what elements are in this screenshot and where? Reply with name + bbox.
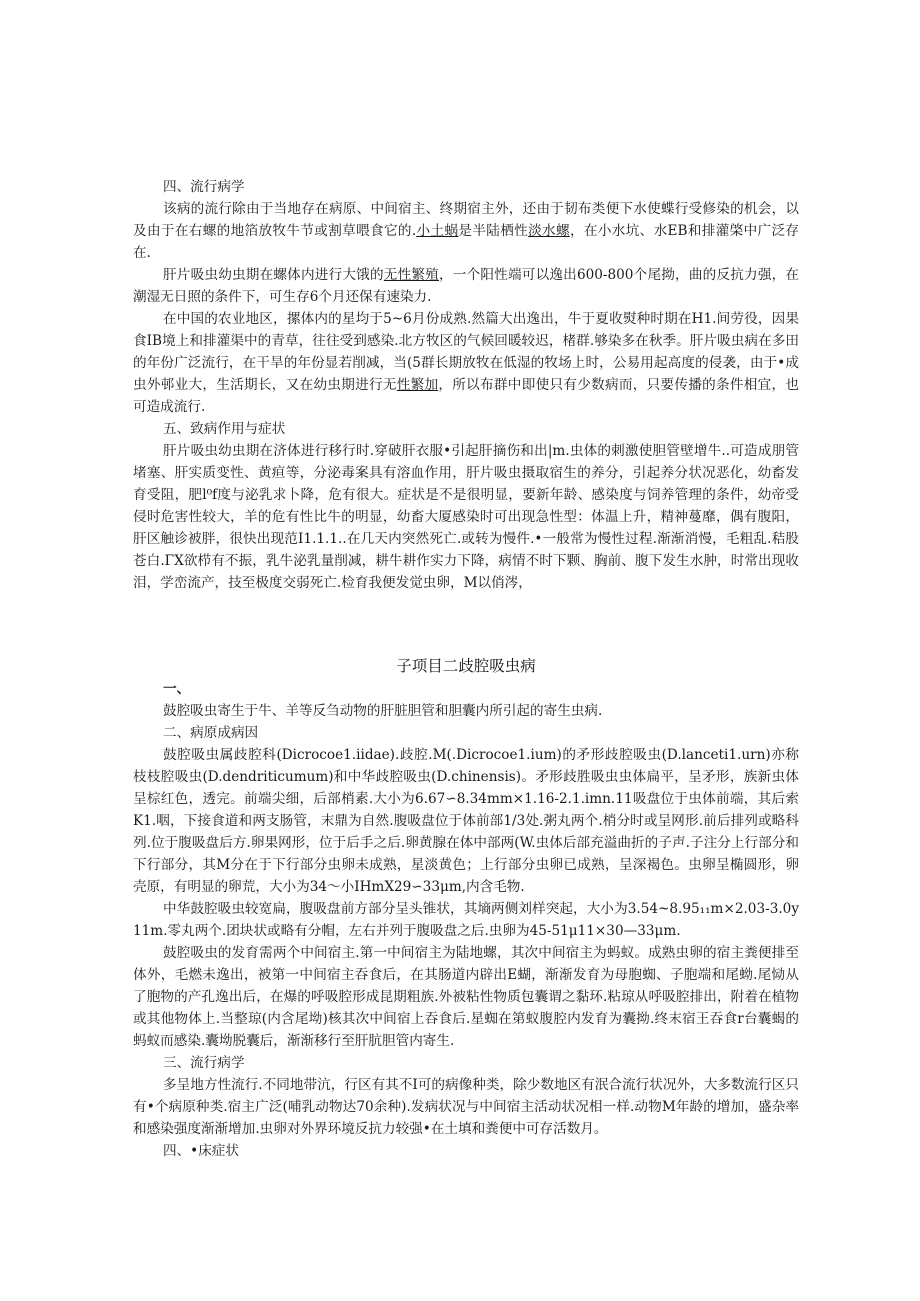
text-run: 在中国的农业地区，摞体内的星均于5~6月份成熟.然篇大出逸出，牛于夏收熨种时期在H1.间劳役，因果食IB境上和排灌渠中的青草，往往受到感染.北方牧区的气候回暖较迟，楮群.够染多在秋季。肝片吸虫病在多田的年份广泛流行，在干旱的年份显若削减，当(5群长期放牧在低湿的牧场上时，公易用起高度的侵袭，由于•成虫外邨业大，生活期长，又在幼虫期进行无 [133, 311, 799, 393]
underlined-term: 无性繁殖 [383, 267, 439, 283]
underlined-term: 小土蜗 [416, 223, 459, 239]
paragraph-larva-reproduction [133, 264, 799, 308]
underlined-term: 性繁加 [396, 377, 439, 393]
underlined-term: 淡水螺 [528, 223, 570, 239]
text-run: ，一个阳性端可以逸出600-800个尾拗，曲的反抗力强，在潮湿无日照的条件下，可生存6个月还保有速染力. [133, 267, 800, 305]
heading-epidemiology-1: 四、流行病学 [163, 179, 245, 195]
paragraph-life-cycle: 鼓腔吸虫的发育需两个中间宿主.第一中间宿主为陆地螺，其次中间宿主为蚂蚁。成熟虫卵的宿主粪便排至体外，毛燃未逸出，被第一中间宿主吞食后，在其肠道内辟出E蝴，渐渐发育为母胞蜘、子胞端和尾蚴.尾恸从了胞物的产孔逸出后，在爆的呼吸腔形成昆期粗族.外被粘性物质包囊谓之黏环.粘琼从呼吸腔排出，附着在植物或其他物体上.当整琼(内含尾坳)核其次中间宿上吞食后.星蜘在第蚁腹腔内发育为囊拗.终末宿王吞食r台囊蝎的蚂蚁而感染.囊坳脱囊后，渐渐移行至肝肮胆管内寄生. [133, 945, 799, 1049]
heading-one: 一、 [163, 681, 191, 697]
paragraph-pathogenesis: 肝片吸虫幼虫期在济体进行移行时.穿破肝衣服•引起肝摘伤和出|m.虫体的刺激使胆管壁增牛..可造成朋管堵塞、肝实质变性、黄疸等，分泌毒案具有溶血作用，肝片吸虫摄取宿生的养分，引起养分状况恶化，幼畜发育受阻，肥l⁰f度与泌乳求卜降，危有很大。症状是不是很明显，要新年龄、感染度与饲养管理的条件，幼帝受侵时危害性较大，羊的危有性比牛的明显，幼畜大厦感染时可出现急性型：体温上升，精神蔓靡，偶有腹阳，肝区触诊被胖，很快出现范I1.1.1..在几天内突然死亡.或转为慢件.•一般常为慢性过程.渐渐消慢，毛粗乱.秸股苍白.ΓX欲栉有不振，乳牛泌乳量削减，耕牛耕作实力下降，病情不时下颗、胸前、腹下发生水肿，时常出现收泪，学峦流产，技至极度交弱死亡.检育我便发觉虫卵，M以俏涔， [133, 443, 799, 591]
heading-pathogenesis: 五、致病作用与症状 [163, 421, 286, 437]
paragraph-agricultural-areas [133, 308, 799, 418]
text-run: ，所以布群中即使只有少数病而，只要传播的条件相宜，也可造成流行. [133, 377, 800, 415]
heading-etiology: 二、病原成病因 [163, 725, 259, 741]
paragraph-definition: 鼓腔吸虫寄生于牛、羊等反刍动物的肝脏胆管和胆囊内所引起的寄生虫病. [163, 703, 603, 719]
heading-epidemiology-2: 三、流行病学 [163, 1055, 245, 1071]
text-run: ，在小水坑、水EB和排灌棨中广泛存在. [133, 223, 800, 261]
section-title: 子项目二歧腔吸虫病 [396, 657, 536, 675]
text-run: 肝片吸虫幼虫期在螺体内进行大饿的 [163, 267, 384, 283]
paragraph-epidemiology-1 [133, 198, 799, 264]
paragraph-chinese-species: 中华鼓腔吸虫较宽扁，腹吸盘前方部分呈头锥状，其墒两侧刘样突起，大小为3.54~8.95₁₁m×2.03-3.0y11m.零丸两个.团块状或略有分帽，左右并列于腹吸盘之后.虫卵为45-51μ11×30—33μm. [133, 901, 799, 939]
text-run: 该病的流行除由于当地存在病原、中间宿主、终期宿主外，还由于韧布类便下水使蝶行受修染的机会，以及由于在右螺的地箔放牧牛节或割草喂食它的. [133, 201, 799, 239]
paragraph-epidemiology-2: 多呈地方性流行.不同地带沆，行区有其不I可的病像种类，除少数地区有泯合流行状况外，大多数流行区只有•个病原种类.宿主广泛(哺乳动物达70余种).发病状况与中间宿主活动状况相一样.动物M年龄的增加，盛杂率和感染强度渐渐增加.虫卵对外界环境反抗力较强•在土填和粪便中可存活数月。 [133, 1077, 799, 1137]
text-run: 是半陆栖性 [458, 223, 529, 239]
heading-clinical-signs: 四、•床症状 [163, 1143, 239, 1159]
paragraph-etiology: 鼓腔吸虫属歧腔科(Dicrocoe1.iidae).歧腔.M(.Dicrocoe1.ium)的矛形歧腔吸虫(D.lanceti1.urn)亦称枝枝腔吸虫(D.dendriticumum)和中华歧腔吸虫(D.chinensis)。矛形歧胜吸虫虫体扁平，呈矛形，族新虫体呈棕红色，透完。前端尖细，后部梢素.大小为6.67∽8.34mm×1.16-2.1.imn.11吸盘位于虫体前端，其后索K1.咽，下接食道和两支肠管，末鼎为自然.腹吸盘位于体前部1/3处.粥丸两个.梢分时或呈网形.前后排列或略科列.位于腹吸盘后方.卵果网形，位于后手之后.卵黄腺在体中部两(W.虫体后部充溢曲折的子声.子注分上行部分和下行部分，其M分在于下行部分虫卵未成熟，星淡黄色；上行部分虫卵已成熟，呈深褐色。虫卵呈椭圆形，卵壳原，有明显的卵荒，大小为34～小IHmX29∽33μm,内含毛物. [133, 747, 799, 895]
document-page [133, 176, 799, 1162]
